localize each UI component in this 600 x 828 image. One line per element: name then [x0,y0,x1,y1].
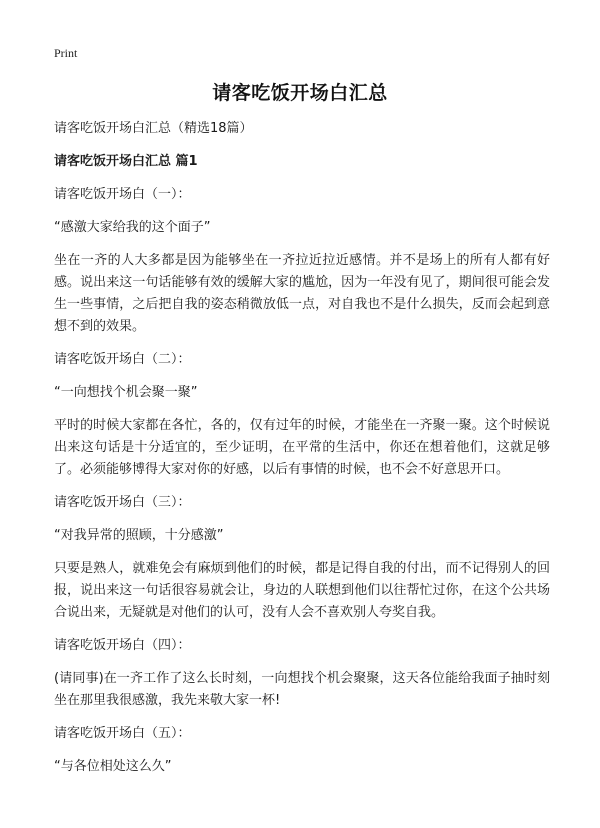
block-3-quote: “对我异常的照顾，十分感激” [54,528,224,543]
block-3-label: 请客吃饭开场白（三）： [54,495,191,510]
block-2-quote: “一向想找个机会聚一聚” [54,385,198,400]
block-3-text: 只要是熟人，就难免会有麻烦到他们的时候，都是记得自我的付出，而不记得别人的回报，说出来这一句话很容易就会让，身边的人联想到他们以往帮忙过你，在这个公共场合说出来，无疑就是对他们的认可，没有人会不喜欢别人夸奖自我。 [54,561,550,620]
article-body [54,118,550,789]
print-link[interactable]: Print [54,46,78,60]
block-4-label: 请客吃饭开场白（四）： [54,638,191,653]
block-1-quote: “感激大家给我的这个面子” [54,220,211,235]
block-4-text: (请同事)在一齐工作了这么长时刻，一向想找个机会聚聚，这天各位能给我面子抽时刻坐在那里我很感激，我先来敬大家一杯! [54,671,550,708]
block-5-label: 请客吃饭开场白（五）： [54,726,191,741]
section-heading: 请客吃饭开场白汇总 篇1 [54,154,198,169]
block-1-text: 坐在一齐的人大多都是因为能够坐在一齐拉近拉近感情。并不是场上的所有人都有好感。说出来这一句话能够有效的缓解大家的尴尬，因为一年没有见了，期间很可能会发生一些事情，之后把自我的姿态稍微放低一点，对自我也不是什么损失，反而会起到意想不到的效果。 [54,253,550,334]
block-1-label: 请客吃饭开场白（一）： [54,187,191,202]
page-title: 请客吃饭开场白汇总 [212,82,388,104]
article-subtitle: 请客吃饭开场白汇总（精选18篇） [54,121,253,136]
block-5-quote: “与各位相处这么久” [54,759,172,774]
block-2-text: 平时的时候大家都在各忙，各的，仅有过年的时候，才能坐在一齐聚一聚。这个时候说出来这句话是十分适宜的，至少证明，在平常的生活中，你还在想着他们，这就足够了。必须能够博得大家对你的好感，以后有事情的时候，也不会不好意思开口。 [54,418,550,477]
block-2-label: 请客吃饭开场白（二）： [54,352,191,367]
